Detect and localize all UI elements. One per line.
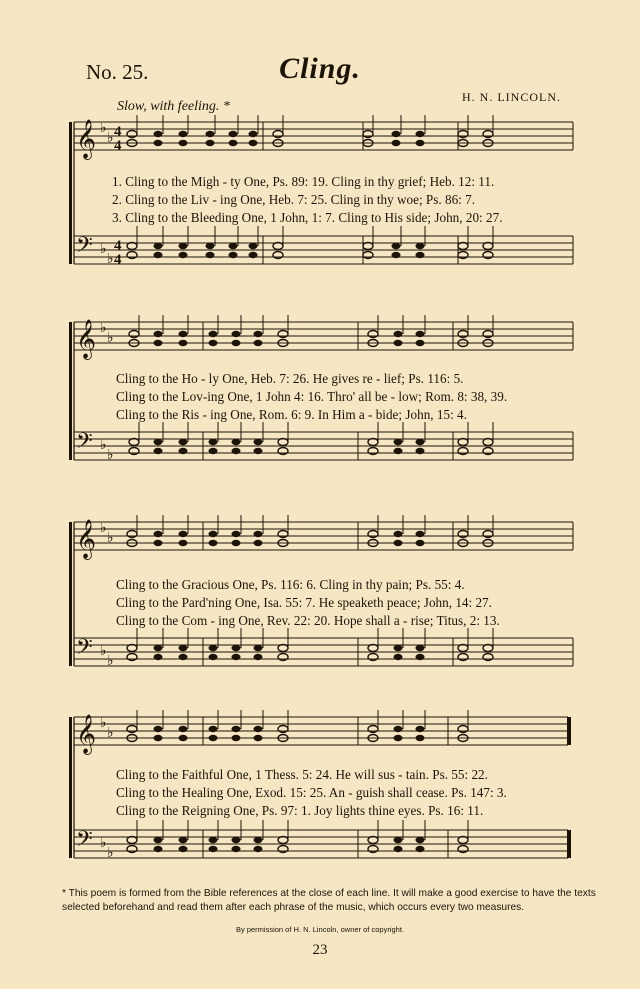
half-note-icon xyxy=(458,846,468,853)
quarter-note-icon xyxy=(254,340,263,346)
quarter-note-icon xyxy=(209,531,218,537)
flat-sign-icon: ♭ xyxy=(100,438,107,453)
quarter-note-icon xyxy=(416,340,425,346)
lyric-line-2: Cling to the Pard'ning One, Isa. 55: 7. He speaketh peace; John, 14: 27. xyxy=(116,595,492,610)
half-note-icon xyxy=(127,726,137,733)
quarter-note-icon xyxy=(154,243,163,249)
quarter-note-icon xyxy=(154,252,163,258)
quarter-note-icon xyxy=(254,837,263,843)
quarter-note-icon xyxy=(232,540,241,546)
half-note-icon xyxy=(368,645,378,652)
quarter-note-icon xyxy=(229,252,238,258)
quarter-note-icon xyxy=(392,140,401,146)
quarter-note-icon xyxy=(154,448,163,454)
flat-sign-icon: ♭ xyxy=(107,654,114,669)
quarter-note-icon xyxy=(206,243,215,249)
quarter-note-icon xyxy=(209,540,218,546)
quarter-note-icon xyxy=(209,735,218,741)
quarter-note-icon xyxy=(232,331,241,337)
quarter-note-icon xyxy=(249,243,258,249)
half-note-icon xyxy=(483,252,493,259)
system-brace xyxy=(69,122,72,264)
half-note-icon xyxy=(483,645,493,652)
flat-sign-icon: ♭ xyxy=(107,726,114,741)
half-note-icon xyxy=(129,439,139,446)
quarter-note-icon xyxy=(416,726,425,732)
quarter-note-icon xyxy=(416,331,425,337)
quarter-note-icon xyxy=(232,726,241,732)
quarter-note-icon xyxy=(232,439,241,445)
quarter-note-icon xyxy=(179,531,188,537)
quarter-note-icon xyxy=(232,340,241,346)
quarter-note-icon xyxy=(179,331,188,337)
quarter-note-icon xyxy=(392,252,401,258)
quarter-note-icon xyxy=(249,252,258,258)
treble-clef-icon: 𝄞 xyxy=(76,319,97,359)
lyric-line-2: Cling to the Lov-ing One, 1 John 4: 16. Thro' all be - low; Rom. 8: 38, 39. xyxy=(116,389,508,404)
quarter-note-icon xyxy=(254,654,263,660)
half-note-icon xyxy=(278,846,288,853)
half-note-icon xyxy=(458,645,468,652)
quarter-note-icon xyxy=(416,252,425,258)
quarter-note-icon xyxy=(416,540,425,546)
quarter-note-icon xyxy=(394,837,403,843)
half-note-icon xyxy=(483,243,493,250)
music-system-2 xyxy=(68,315,574,475)
quarter-note-icon xyxy=(209,846,218,852)
quarter-note-icon xyxy=(179,439,188,445)
quarter-note-icon xyxy=(394,531,403,537)
treble-clef-icon: 𝄞 xyxy=(76,519,97,559)
half-note-icon xyxy=(458,331,468,338)
quarter-note-icon xyxy=(154,645,163,651)
quarter-note-icon xyxy=(154,540,163,546)
flat-sign-icon: ♭ xyxy=(100,121,107,136)
quarter-note-icon xyxy=(154,726,163,732)
half-note-icon xyxy=(368,654,378,661)
final-barline xyxy=(567,717,571,745)
quarter-note-icon xyxy=(209,654,218,660)
quarter-note-icon xyxy=(232,448,241,454)
quarter-note-icon xyxy=(154,340,163,346)
quarter-note-icon xyxy=(249,131,258,137)
quarter-note-icon xyxy=(206,140,215,146)
half-note-icon xyxy=(368,846,378,853)
treble-clef-icon: 𝄞 xyxy=(76,714,97,754)
half-note-icon xyxy=(483,448,493,455)
half-note-icon xyxy=(273,252,283,259)
final-barline xyxy=(567,830,571,858)
flat-sign-icon: ♭ xyxy=(107,846,114,861)
half-note-icon xyxy=(483,439,493,446)
quarter-note-icon xyxy=(232,837,241,843)
music-system-4 xyxy=(68,710,574,875)
lyric-line-3: Cling to the Reigning One, Ps. 97: 1. Joy lights thine eyes. Ps. 16: 11. xyxy=(116,803,484,818)
quarter-note-icon xyxy=(394,645,403,651)
quarter-note-icon xyxy=(154,131,163,137)
half-note-icon xyxy=(127,531,137,538)
quarter-note-icon xyxy=(179,252,188,258)
half-note-icon xyxy=(278,837,288,844)
half-note-icon xyxy=(127,252,137,259)
half-note-icon xyxy=(363,243,373,250)
bass-clef-icon: 𝄢 xyxy=(76,233,93,263)
system-brace xyxy=(69,522,72,666)
quarter-note-icon xyxy=(416,837,425,843)
half-note-icon xyxy=(127,837,137,844)
quarter-note-icon xyxy=(206,131,215,137)
quarter-note-icon xyxy=(232,846,241,852)
quarter-note-icon xyxy=(249,140,258,146)
time-signature: 4 xyxy=(114,238,122,254)
quarter-note-icon xyxy=(416,654,425,660)
half-note-icon xyxy=(458,252,468,259)
quarter-note-icon xyxy=(394,448,403,454)
half-note-icon xyxy=(273,243,283,250)
quarter-note-icon xyxy=(394,540,403,546)
quarter-note-icon xyxy=(392,243,401,249)
quarter-note-icon xyxy=(416,448,425,454)
half-note-icon xyxy=(363,252,373,259)
half-note-icon xyxy=(368,726,378,733)
quarter-note-icon xyxy=(209,726,218,732)
flat-sign-icon: ♭ xyxy=(100,521,107,536)
quarter-note-icon xyxy=(179,448,188,454)
quarter-note-icon xyxy=(229,140,238,146)
quarter-note-icon xyxy=(392,131,401,137)
quarter-note-icon xyxy=(416,140,425,146)
half-note-icon xyxy=(278,645,288,652)
quarter-note-icon xyxy=(179,131,188,137)
bass-clef-icon: 𝄢 xyxy=(76,635,93,665)
quarter-note-icon xyxy=(416,243,425,249)
half-note-icon xyxy=(458,448,468,455)
quarter-note-icon xyxy=(154,735,163,741)
copyright-permission: By permission of H. N. Lincoln, owner of copyright. xyxy=(236,925,404,934)
quarter-note-icon xyxy=(179,540,188,546)
flat-sign-icon: ♭ xyxy=(100,644,107,659)
footnote: * This poem is formed from the Bible references at the close of each line. It will make a good exercise to have the texts selected beforehand and read them after each phrase of the music, which occurs every two measures. xyxy=(62,888,596,913)
treble-clef-icon: 𝄞 xyxy=(76,119,97,159)
lyric-line-1: Cling to the Ho - ly One, Heb. 7: 26. He gives re - lief; Ps. 116: 5. xyxy=(116,371,464,386)
tempo-marking: Slow, with feeling. * xyxy=(117,99,230,114)
quarter-note-icon xyxy=(394,726,403,732)
lyric-line-1: Cling to the Gracious One, Ps. 116: 6. Cling in thy pain; Ps. 55: 4. xyxy=(116,577,465,592)
hymn-title: Cling. xyxy=(279,52,361,85)
quarter-note-icon xyxy=(206,252,215,258)
half-note-icon xyxy=(368,331,378,338)
quarter-note-icon xyxy=(394,846,403,852)
half-note-icon xyxy=(278,654,288,661)
half-note-icon xyxy=(278,331,288,338)
half-note-icon xyxy=(458,243,468,250)
quarter-note-icon xyxy=(416,131,425,137)
flat-sign-icon: ♭ xyxy=(100,836,107,851)
quarter-note-icon xyxy=(254,331,263,337)
quarter-note-icon xyxy=(179,846,188,852)
half-note-icon xyxy=(127,654,137,661)
music-system-1 xyxy=(68,115,574,275)
quarter-note-icon xyxy=(179,243,188,249)
quarter-note-icon xyxy=(232,735,241,741)
quarter-note-icon xyxy=(209,439,218,445)
half-note-icon xyxy=(483,331,493,338)
music-system-3 xyxy=(68,515,574,675)
quarter-note-icon xyxy=(154,654,163,660)
page-number: 23 xyxy=(312,942,328,958)
half-note-icon xyxy=(278,531,288,538)
quarter-note-icon xyxy=(209,331,218,337)
quarter-note-icon xyxy=(232,645,241,651)
quarter-note-icon xyxy=(254,846,263,852)
flat-sign-icon: ♭ xyxy=(107,531,114,546)
quarter-note-icon xyxy=(254,735,263,741)
time-signature: 4 xyxy=(114,138,122,154)
quarter-note-icon xyxy=(179,726,188,732)
quarter-note-icon xyxy=(416,846,425,852)
half-note-icon xyxy=(458,439,468,446)
lyric-line-2: 2. Cling to the Liv - ing One, Heb. 7: 25. Cling in thy woe; Ps. 86: 7. xyxy=(112,192,476,207)
quarter-note-icon xyxy=(416,735,425,741)
composer-credit: H. N. LINCOLN. xyxy=(462,90,561,104)
quarter-note-icon xyxy=(394,439,403,445)
lyric-line-3: Cling to the Ris - ing One, Rom. 6: 9. In Him a - bide; John, 15: 4. xyxy=(116,407,467,422)
quarter-note-icon xyxy=(179,645,188,651)
quarter-note-icon xyxy=(254,726,263,732)
quarter-note-icon xyxy=(232,654,241,660)
quarter-note-icon xyxy=(179,735,188,741)
half-note-icon xyxy=(127,243,137,250)
quarter-note-icon xyxy=(209,448,218,454)
quarter-note-icon xyxy=(254,531,263,537)
quarter-note-icon xyxy=(254,439,263,445)
half-note-icon xyxy=(127,846,137,853)
bass-clef-icon: 𝄢 xyxy=(76,827,93,857)
quarter-note-icon xyxy=(394,340,403,346)
quarter-note-icon xyxy=(154,531,163,537)
time-signature: 4 xyxy=(114,124,122,140)
half-note-icon xyxy=(458,654,468,661)
quarter-note-icon xyxy=(154,439,163,445)
quarter-note-icon xyxy=(394,331,403,337)
half-note-icon xyxy=(368,439,378,446)
flat-sign-icon: ♭ xyxy=(100,321,107,336)
system-brace xyxy=(69,717,72,858)
quarter-note-icon xyxy=(154,331,163,337)
half-note-icon xyxy=(127,645,137,652)
quarter-note-icon xyxy=(179,654,188,660)
quarter-note-icon xyxy=(416,439,425,445)
flat-sign-icon: ♭ xyxy=(107,252,114,267)
quarter-note-icon xyxy=(232,531,241,537)
quarter-note-icon xyxy=(229,131,238,137)
half-note-icon xyxy=(278,448,288,455)
quarter-note-icon xyxy=(254,540,263,546)
quarter-note-icon xyxy=(209,340,218,346)
lyric-line-3: 3. Cling to the Bleeding One, 1 John, 1: 7. Cling to His side; John, 20: 27. xyxy=(112,210,503,225)
half-note-icon xyxy=(129,331,139,338)
quarter-note-icon xyxy=(154,837,163,843)
quarter-note-icon xyxy=(209,837,218,843)
lyric-line-1: Cling to the Faithful One, 1 Thess. 5: 24. He will sus - tain. Ps. 55: 22. xyxy=(116,767,488,782)
quarter-note-icon xyxy=(229,243,238,249)
quarter-note-icon xyxy=(394,735,403,741)
quarter-note-icon xyxy=(154,140,163,146)
half-note-icon xyxy=(458,837,468,844)
quarter-note-icon xyxy=(179,837,188,843)
quarter-note-icon xyxy=(416,531,425,537)
half-note-icon xyxy=(278,726,288,733)
system-brace xyxy=(69,322,72,460)
half-note-icon xyxy=(483,531,493,538)
half-note-icon xyxy=(368,837,378,844)
quarter-note-icon xyxy=(179,340,188,346)
quarter-note-icon xyxy=(154,846,163,852)
time-signature: 4 xyxy=(114,252,122,268)
flat-sign-icon: ♭ xyxy=(107,131,114,146)
quarter-note-icon xyxy=(254,645,263,651)
lyric-line-2: Cling to the Healing One, Exod. 15: 25. An - guish shall cease. Ps. 147: 3. xyxy=(116,785,507,800)
half-note-icon xyxy=(278,439,288,446)
hymn-number: No. 25. xyxy=(86,60,149,84)
lyric-line-1: 1. Cling to the Migh - ty One, Ps. 89: 19. Cling in thy grief; Heb. 12: 11. xyxy=(112,174,495,189)
half-note-icon xyxy=(368,448,378,455)
quarter-note-icon xyxy=(416,645,425,651)
quarter-note-icon xyxy=(179,140,188,146)
lyric-line-3: Cling to the Com - ing One, Rev. 22: 20. Hope shall a - rise; Titus, 2: 13. xyxy=(116,613,500,628)
flat-sign-icon: ♭ xyxy=(107,331,114,346)
half-note-icon xyxy=(458,726,468,733)
flat-sign-icon: ♭ xyxy=(107,448,114,463)
quarter-note-icon xyxy=(254,448,263,454)
quarter-note-icon xyxy=(394,654,403,660)
bass-clef-icon: 𝄢 xyxy=(76,429,93,459)
half-note-icon xyxy=(129,448,139,455)
half-note-icon xyxy=(368,531,378,538)
flat-sign-icon: ♭ xyxy=(100,242,107,257)
quarter-note-icon xyxy=(209,645,218,651)
flat-sign-icon: ♭ xyxy=(100,716,107,731)
half-note-icon xyxy=(458,531,468,538)
half-note-icon xyxy=(483,654,493,661)
